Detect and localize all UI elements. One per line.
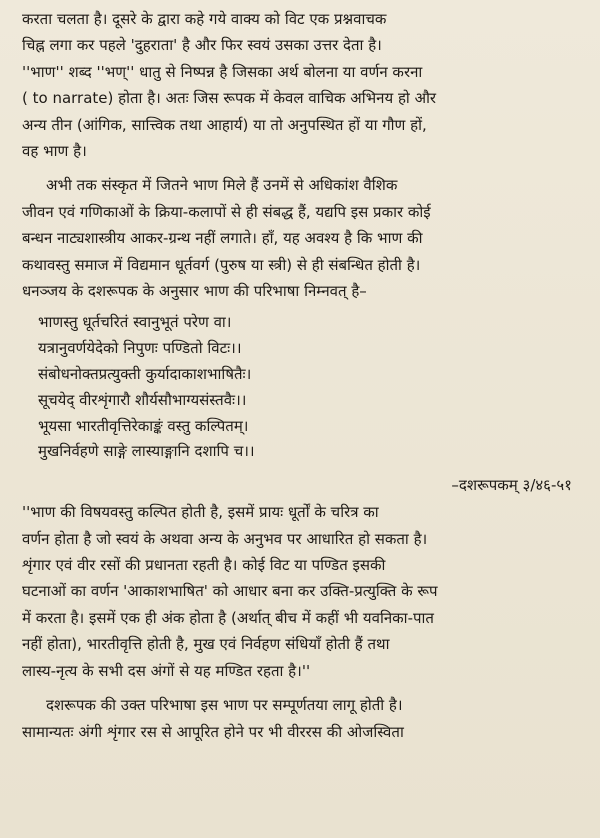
text-line: अभी तक संस्कृत में जितने भाण मिले हैं उनमें से अधिकांश वैशिक <box>46 176 398 195</box>
text-line: कथावस्तु समाज में विद्यमान धूर्तवर्ग (पुरुष या स्त्री) से ही संबन्धित होती है। <box>22 255 421 274</box>
text-line: नहीं होता), भारतीवृत्ति होती है, मुख एवं निर्वहण संधियाँ होती हैं तथा <box>22 635 390 654</box>
verse-line: संबोधनोक्तप्रत्युक्ती कुर्यादाकाशभाषितैः। <box>38 365 252 384</box>
text-line: जीवन एवं गणिकाओं के क्रिया-कलापों से ही संबद्ध हैं, यद्यपि इस प्रकार कोई <box>22 202 431 221</box>
verse-citation: –दशरूपकम् ३/४६-५१ <box>451 476 572 495</box>
paragraph-1 <box>22 6 578 164</box>
text-line: ''भाण की विषयवस्तु कल्पित होती है, इसमें प्रायः धूर्तों के चरित्र का <box>22 503 379 522</box>
text-line: दशरूपक की उक्त परिभाषा इस भाण पर सम्पूर्णतया लागू होती है। <box>46 696 403 715</box>
text-line: घटनाओं का वर्णन 'आकाशभाषित' को आधार बना कर उक्ति-प्रत्युक्ति के रूप <box>22 582 438 601</box>
text-line: शृंगार एवं वीर रसों की प्रधानता रहती है। कोई विट या पण्डित इसकी <box>22 556 386 575</box>
paragraph-2 <box>22 172 578 304</box>
sanskrit-verse <box>38 310 578 465</box>
text-line: ( to narrate) होता है। अतः जिस रूपक में केवल वाचिक अभिनय हो और <box>22 89 437 108</box>
verse-line: मुखनिर्वहणे साङ्गे लास्याङ्गानि दशापि च।। <box>38 442 255 461</box>
text-line: लास्य-नृत्य के सभी दस अंगों से यह मण्डित रहता है।'' <box>22 661 311 680</box>
text-line: वह भाण है। <box>22 142 87 161</box>
text-line: सामान्यतः अंगी शृंगार रस से आपूरित होने पर भी वीररस की ओजस्विता <box>22 722 404 741</box>
verse-line: भाणस्तु धूर्तचरितं स्वानुभूतं परेण वा। <box>38 313 232 332</box>
text-line: ''भाण'' शब्द ''भण्'' धातु से निष्पन्न है जिसका अर्थ बोलना या वर्णन करना <box>22 62 423 81</box>
text-line: अन्य तीन (आंगिक, सात्त्विक तथा आहार्य) या तो अनुपस्थित हों या गौण हों, <box>22 115 427 134</box>
text-line: धनञ्जय के दशरूपक के अनुसार भाण की परिभाषा निम्नवत् है– <box>22 282 367 301</box>
verse-line: यत्रानुवर्णयेदेको निपुणः पण्डितो विटः।। <box>38 339 242 358</box>
paragraph-3 <box>22 692 578 745</box>
verse-line: भूयसा भारतीवृत्तिरेकाङ्कं वस्तु कल्पितम्। <box>38 416 249 435</box>
verse-line: सूचयेद् वीरशृंगारौ शौर्यसौभाग्यसंस्तवैः।। <box>38 390 247 409</box>
text-line: में करता है। इसमें एक ही अंक होता है (अर्थात् बीच में कहीं भी यवनिका-पात <box>22 608 434 627</box>
text-line: चिह्न लगा कर पहले 'दुहराता' है और फिर स्वयं उसका उत्तर देता है। <box>22 36 382 55</box>
text-line: वर्णन होता है जो स्वयं के अथवा अन्य के अनुभव पर आधारित हो सकता है। <box>22 529 428 548</box>
text-line: बन्धन नाट्यशास्त्रीय आकर-ग्रन्थ नहीं लगाते। हाँ, यह अवश्य है कि भाण की <box>22 229 423 248</box>
text-line: करता चलता है। दूसरे के द्वारा कहे गये वाक्य को विट एक प्रश्नवाचक <box>22 10 387 28</box>
translation-quote <box>22 499 578 684</box>
